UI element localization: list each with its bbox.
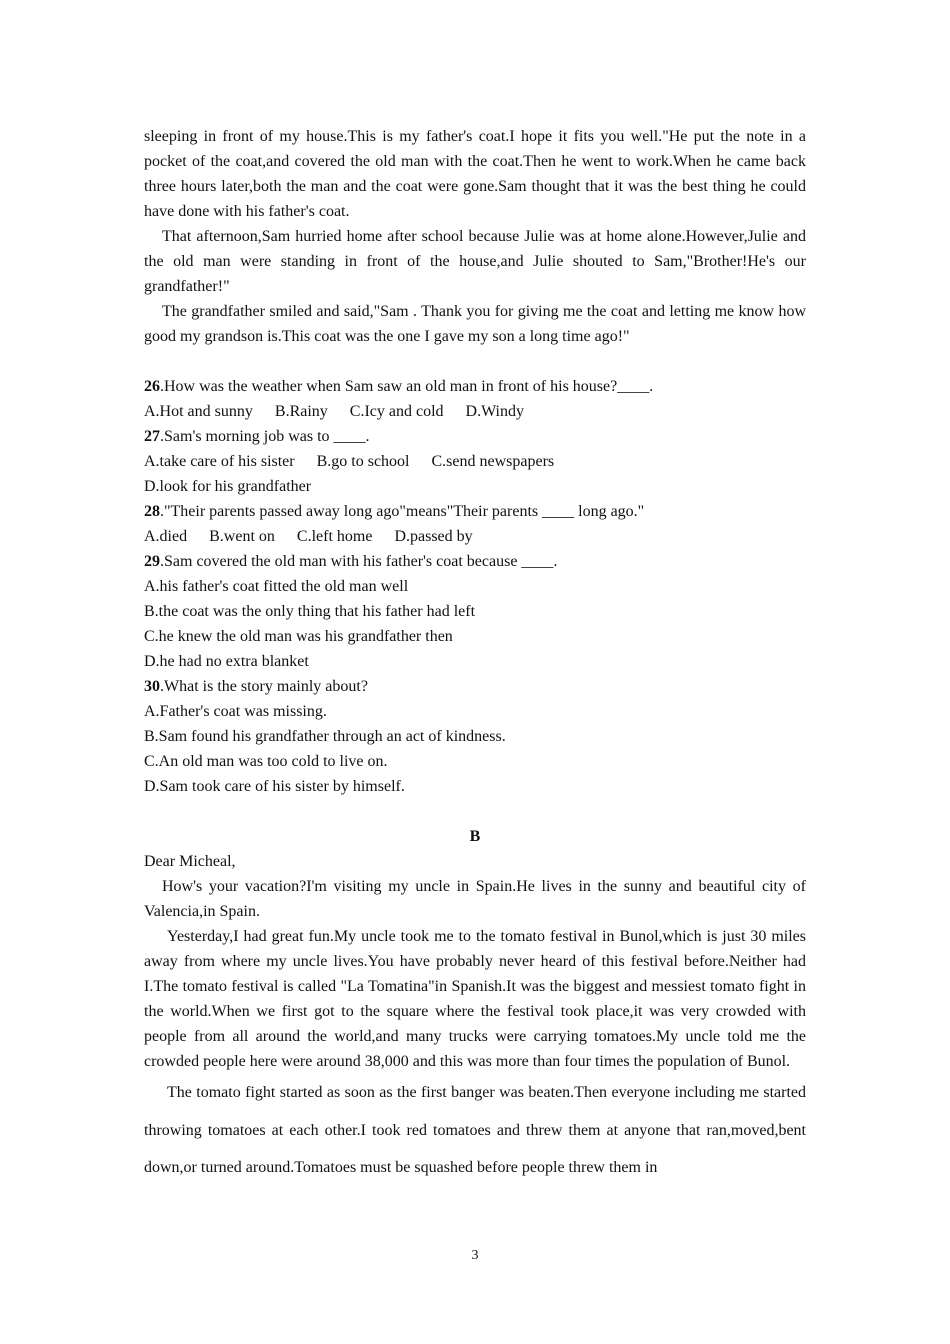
spacer	[144, 799, 806, 824]
option-a: A.Father's coat was missing.	[144, 703, 327, 720]
question-28	[144, 499, 806, 524]
question-26-options	[144, 399, 806, 424]
option-b: B.the coat was the only thing that his father had left	[144, 603, 476, 620]
option-a: A.died	[144, 528, 188, 545]
option-c: C.send newspapers	[431, 453, 555, 470]
passage-b-paragraph-2: Yesterday,I had great fun.My uncle took me to the tomato festival in Bunol,which is just 30 miles away from where my uncle lives.You have probably never heard of this festival before.Neither had I.The tomato festival is called "La Tomatina"in Spanish.It was the biggest and messiest tomato fight in the world.When we first got to the square where the festival took place,it was very crowded with people from all around the world,and many trucks were carrying tomatoes.My uncle told me the crowded people here were around 38,000 and this was more than four times the population of Bunol.	[144, 928, 806, 1070]
passage-a-paragraph-1: sleeping in front of my house.This is my father's coat.I hope it fits you well."He put the note in a pocket of the coat,and covered the old man with the coat.Then he went to work.When he came back three hours later,both the man and the coat were gone.Sam thought that it was the best thing he could have done with his father's coat.	[144, 128, 806, 220]
option-d: D.Windy	[465, 403, 524, 420]
option-b: B.go to school	[316, 453, 410, 470]
option-c: C.he knew the old man was his grandfather then	[144, 628, 453, 645]
question-29	[144, 549, 806, 574]
question-26	[144, 374, 806, 399]
question-text: .Sam's morning job was to ____.	[160, 428, 370, 445]
passage-b-paragraph-3: The tomato fight started as soon as the first banger was beaten.Then everyone including me started throwing tomatoes at each other.I took red tomatoes and threw them at anyone that ran,moved,bent down,or turned around.Tomatoes must be squashed before people threw them in	[144, 1084, 806, 1176]
question-text: .Sam covered the old man with his father's coat because ____.	[160, 553, 558, 570]
option-a: A.take care of his sister	[144, 453, 295, 470]
question-number: 26	[144, 378, 160, 395]
question-number: 27	[144, 428, 160, 445]
option-a: A.Hot and sunny	[144, 403, 253, 420]
question-text: .How was the weather when Sam saw an old man in front of his house?____.	[160, 378, 654, 395]
option-b: B.Sam found his grandfather through an act of kindness.	[144, 728, 506, 745]
option-c: C.An old man was too cold to live on.	[144, 753, 388, 770]
letter-greeting: Dear Micheal,	[144, 853, 236, 870]
question-number: 30	[144, 678, 160, 695]
passage-a-paragraph-2: That afternoon,Sam hurried home after school because Julie was at home alone.However,Julie and the old man were standing in front of the house,and Julie shouted to Sam,"Brother!He's our grandfather!"	[144, 228, 806, 295]
option-d: D.Sam took care of his sister by himself.	[144, 778, 405, 795]
page-number: 3	[471, 1248, 479, 1263]
question-text: ."Their parents passed away long ago"means"Their parents ____ long ago."	[160, 503, 645, 520]
option-c: C.left home	[296, 528, 373, 545]
question-27-options	[144, 449, 806, 474]
option-c: C.Icy and cold	[349, 403, 444, 420]
question-30	[144, 674, 806, 699]
spacer	[144, 349, 806, 374]
question-number: 28	[144, 503, 160, 520]
option-d: D.passed by	[394, 528, 473, 545]
question-27	[144, 424, 806, 449]
passage-a-paragraph-3: The grandfather smiled and said,"Sam . Thank you for giving me the coat and letting me know how good my grandson is.This coat was the one I gave my son a long time ago!"	[144, 303, 806, 345]
section-heading: B	[469, 828, 481, 845]
document-page	[144, 124, 806, 1187]
question-number: 29	[144, 553, 160, 570]
question-text: .What is the story mainly about?	[160, 678, 368, 695]
option-b: B.went on	[209, 528, 275, 545]
question-28-options	[144, 524, 806, 549]
option-a: A.his father's coat fitted the old man well	[144, 578, 409, 595]
option-d: D.he had no extra blanket	[144, 653, 309, 670]
passage-b-paragraph-1: How's your vacation?I'm visiting my uncle in Spain.He lives in the sunny and beautiful city of Valencia,in Spain.	[144, 878, 806, 920]
option-d: D.look for his grandfather	[144, 478, 312, 495]
option-b: B.Rainy	[274, 403, 328, 420]
